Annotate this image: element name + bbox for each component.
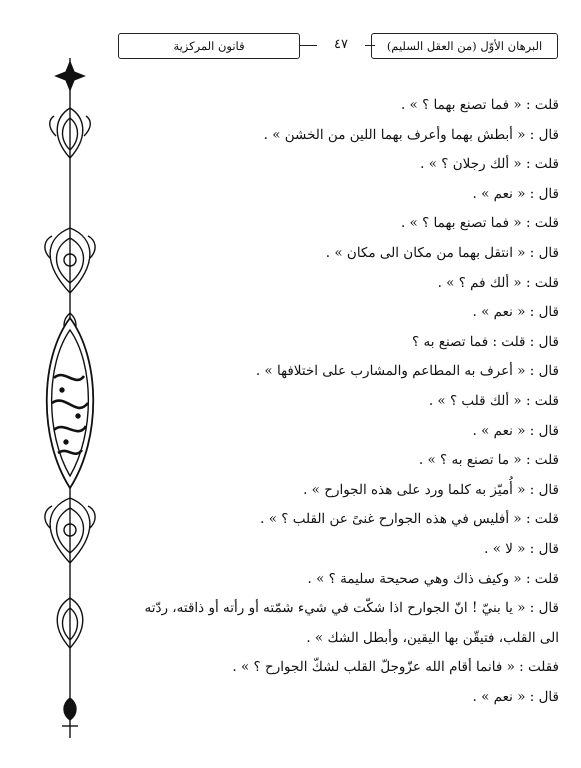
text-line: قال : « نعم » . xyxy=(472,304,559,321)
text-line: قال : « نعم » . xyxy=(472,422,559,439)
text-line: قال : « أبطش بهما وأعرف بهما اللين من الخشن » . xyxy=(263,126,559,143)
text-line: الى القلب، فتيقّن بها اليقين، وأبطل الشك » . xyxy=(306,629,559,646)
page-header xyxy=(118,33,558,59)
page-number: ٤٧ xyxy=(334,37,348,52)
running-title-left: قانون المركزية xyxy=(118,33,300,59)
text-line: قال : « انتقل بهما من مكان الى مكان » . xyxy=(325,244,559,261)
text-line: قلت : « ألك رجلان ؟ » . xyxy=(420,156,559,173)
text-line: قلت : « فما تصنع بهما ؟ » . xyxy=(400,97,559,113)
text-line: قلت : « أفليس في هذه الجوارح غنىً عن القلب ؟ » . xyxy=(260,511,559,528)
text-line: فقلت : « فانما أقام الله عزّوجلّ القلب لشكّ الجوارح ؟ » . xyxy=(232,659,559,676)
text-line: قال : « نعم » . xyxy=(472,688,559,705)
text-line: قال : قلت : فما تصنع به ؟ xyxy=(412,333,559,350)
text-line: قلت : « وكيف ذاك وهي صحيحة سليمة ؟ » . xyxy=(307,570,559,587)
text-line: قلت : « ألك فم ؟ » . xyxy=(437,274,559,291)
text-line: قال : « أُميّز به كلما ورد على هذه الجوارح » . xyxy=(303,481,559,498)
text-line: قلت : « ما تصنع به ؟ » . xyxy=(418,452,559,469)
text-line: قلت : « ألك قلب ؟ » . xyxy=(428,392,559,409)
running-title-right: البرهان الأوّل (من العقل السليم) xyxy=(371,33,558,59)
text-line: قال : « أعرف به المطاعم والمشارب على اختلافها » . xyxy=(255,363,559,380)
page-body xyxy=(80,98,559,719)
text-line: قال : « لا » . xyxy=(484,540,559,557)
text-line: قلت : « فما تصنع بهما ؟ » . xyxy=(400,215,559,232)
text-line: قال : « نعم » . xyxy=(472,185,559,202)
text-line: قال : « يا بنيّ ! انّ الجوارح اذا شكّت في شيء شمّته أو رأته أو ذاقته، ردّته xyxy=(144,600,559,617)
